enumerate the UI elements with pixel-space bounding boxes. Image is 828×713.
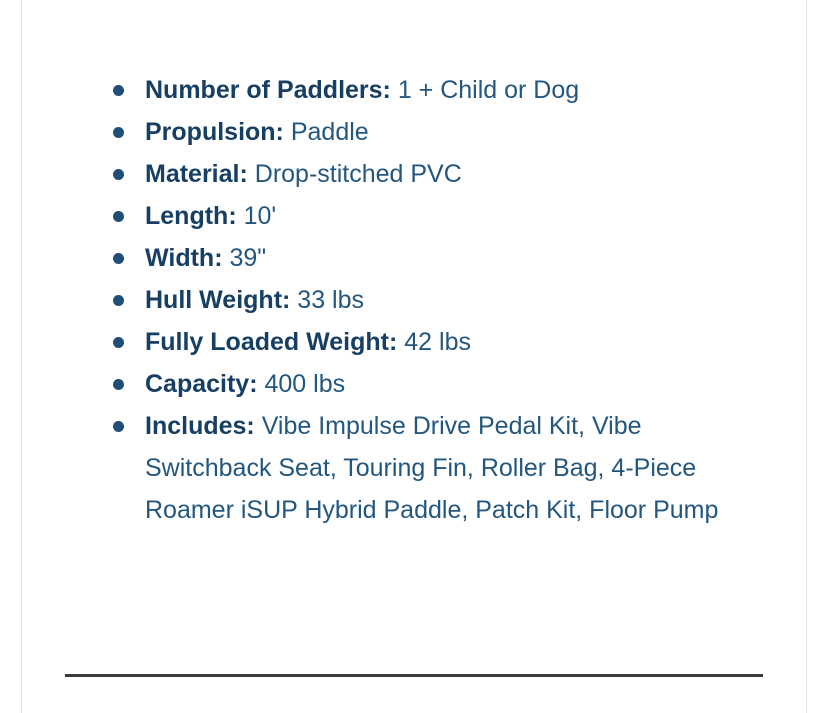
spec-label: Fully Loaded Weight: bbox=[145, 328, 398, 356]
section-divider bbox=[65, 674, 763, 677]
spec-value: 39" bbox=[222, 244, 267, 272]
spec-value: 42 lbs bbox=[397, 328, 471, 356]
bullet-icon bbox=[113, 421, 124, 432]
spec-label: Includes: bbox=[145, 412, 255, 440]
spec-label: Width: bbox=[145, 244, 223, 272]
spec-item-propulsion bbox=[110, 111, 750, 153]
bullet-icon bbox=[113, 295, 124, 306]
card-right-border bbox=[806, 0, 807, 713]
spec-item-capacity bbox=[110, 363, 750, 405]
spec-item-hull-weight bbox=[110, 279, 750, 321]
bullet-icon bbox=[113, 337, 124, 348]
spec-value: 33 lbs bbox=[290, 286, 365, 314]
spec-item-material bbox=[110, 153, 750, 195]
spec-item-fully-loaded-weight bbox=[110, 321, 750, 363]
spec-label: Number of Paddlers: bbox=[145, 76, 391, 104]
spec-label: Hull Weight: bbox=[145, 286, 291, 314]
bullet-icon bbox=[113, 253, 124, 264]
spec-label: Propulsion: bbox=[145, 118, 284, 146]
spec-value: 1 + Child or Dog bbox=[390, 76, 580, 104]
spec-label: Length: bbox=[145, 202, 237, 230]
spec-value: 10' bbox=[236, 202, 277, 230]
spec-item-length bbox=[110, 195, 750, 237]
bullet-icon bbox=[113, 85, 124, 96]
spec-item-includes bbox=[110, 405, 750, 531]
bullet-icon bbox=[113, 379, 124, 390]
spec-value: Vibe Impulse Drive Pedal Kit, Vibe Switchback Seat, Touring Fin, Roller Bag, 4-Piece Roamer iSUP Hybrid Paddle, Patch Kit, Floor Pump bbox=[145, 412, 719, 524]
bullet-icon bbox=[113, 127, 124, 138]
card-left-border bbox=[21, 0, 22, 713]
product-spec-list bbox=[110, 69, 750, 531]
spec-item-width bbox=[110, 237, 750, 279]
spec-value: Paddle bbox=[283, 118, 369, 146]
bullet-icon bbox=[113, 211, 124, 222]
spec-label: Material: bbox=[145, 160, 248, 188]
spec-item-number-of-paddlers bbox=[110, 69, 750, 111]
bullet-icon bbox=[113, 169, 124, 180]
spec-value: Drop-stitched PVC bbox=[247, 160, 462, 188]
spec-value: 400 lbs bbox=[257, 370, 346, 398]
spec-label: Capacity: bbox=[145, 370, 258, 398]
